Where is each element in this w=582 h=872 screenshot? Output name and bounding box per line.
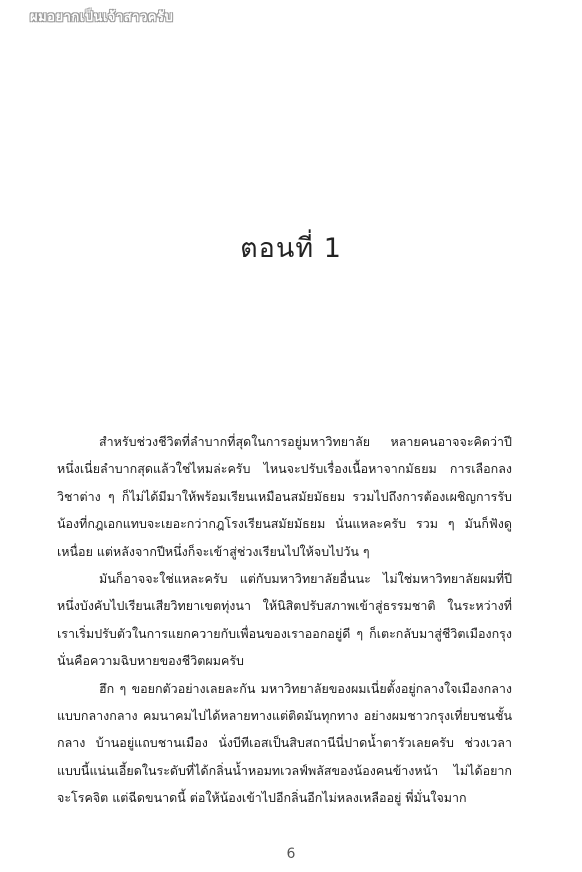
page-number: 6	[286, 846, 296, 862]
paragraph: สำหรับช่วงชีวิตที่ลำบากที่สุดในการอยู่มหาวิทยาลัย หลายคนอาจจะคิดว่าปีหนึ่งเนี่ยลำบากสุดแล้วใช่ไหมล่ะครับ ไหนจะปรับเรื่องเนื้อหาจากมัธยม การเลือกลงวิชาต่าง ๆ ก็ไม่ได้มีมาให้พร้อมเรียนเหมือนสมัยมัธยม รวมไปถึงการต้องเผชิญการรับน้องที่กฎเอกแทบจะเยอะกว่ากฎโรงเรียนสมัยมัธยม นั่นแหละครับ รวม ๆ มันก็ฟังดูเหนื่อย แต่หลังจากปีหนึ่งก็จะเข้าสู่ช่วงเรียนไปให้จบไปวัน ๆ	[57, 434, 512, 559]
paragraph: ฮึก ๆ ขอยกตัวอย่างเลยละกัน มหาวิทยาลัยของผมเนี่ยตั้งอยู่กลางใจเมืองกลางแบบกลางกลาง คมนาคมไปได้หลายทางแต่ติดมันทุกทาง อย่างผมชาวกรุงเที่ยบชนชั้นกลาง บ้านอยู่แถบชานเมือง นั่งบีทีเอสเป็นสิบสถานีนี่ปาดน้ำตารัวเลยครับ ช่วงเวลาแบบนี้แน่นเอี้ยดในระดับที่ได้กลิ่นน้ำหอมทเวลฟ์พลัสของน้องคนข้างหน้า ไม่ได้อยากจะโรคจิต แต่ฉีดขนาดนี้ ต่อให้น้องเข้าไปอีกลิ่นอีกไม่หลงเหลืออยู่ พี่มั่นใจมาก	[57, 680, 512, 806]
running-header: ผมอยากเป็นเจ้าสาวครับ	[30, 10, 174, 25]
paragraph: มันก็อาจจะใช่แหละครับ แต่กับมหาวิทยาลัยอื่นนะ ไม่ใช่มหาวิทยาลัยผมที่ปีหนึ่งบังคับไปเรียนเสียวิทยาเขตทุ่งนา ให้นิสิตปรับสภาพเข้าสู่ธรรมชาติ ในระหว่างที่เราเริ่มปรับตัวในการแยกควายกับเพื่อนของเราออกอยู่ดี ๆ ก็เตะกลับมาสู่ชีวิตเมืองกรุง นั่นคือความฉิบหายของชีวิตผมครับ	[57, 571, 512, 669]
chapter-title: ตอนที่ 1	[240, 233, 342, 264]
body-text	[57, 428, 512, 812]
